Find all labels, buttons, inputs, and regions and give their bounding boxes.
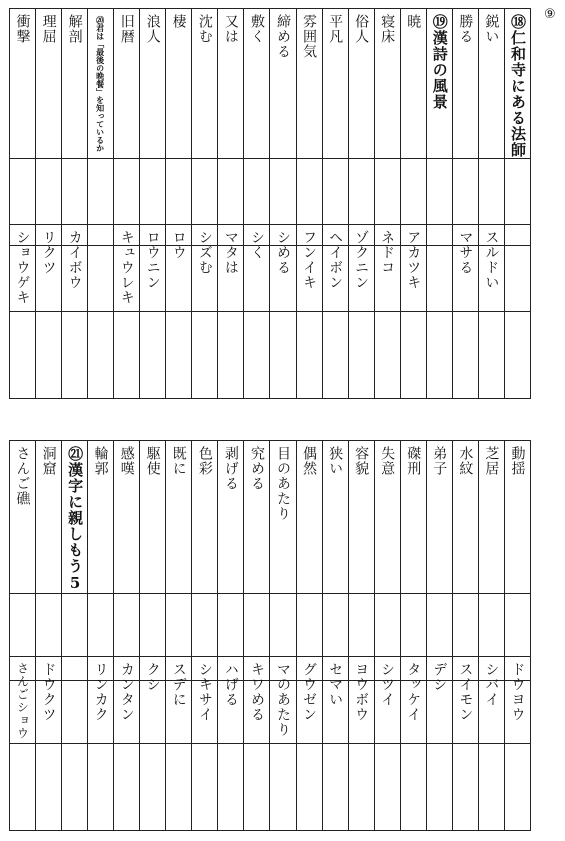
section-heading: ⑳君は「最後の晩餐」を知っているか: [95, 16, 106, 152]
prompt-text: フンイキ: [301, 230, 318, 290]
prompt-text: 目のあたり: [274, 446, 291, 521]
answer-row: [10, 312, 531, 399]
answer-cell[interactable]: [296, 744, 322, 831]
prompt-cell: [452, 9, 478, 159]
answer-cell[interactable]: [218, 312, 244, 399]
prompt-text: 失意: [379, 446, 396, 476]
prompt-text: 駆使: [144, 446, 161, 476]
worksheet-grid-3: [9, 440, 531, 681]
prompt-cell: [218, 657, 244, 744]
prompt-cell: [244, 657, 270, 744]
prompt-text: 芝居: [483, 446, 500, 476]
prompt-cell: [374, 441, 400, 594]
prompt-cell: [88, 657, 114, 744]
prompt-text: カンタン: [118, 662, 135, 722]
prompt-text: 水紋: [457, 446, 474, 476]
prompt-cell: [478, 657, 504, 744]
prompt-cell: [400, 657, 426, 744]
answer-cell[interactable]: [400, 312, 426, 399]
prompt-text: 理屈: [40, 14, 57, 44]
prompt-cell: [10, 9, 36, 159]
prompt-text: キュウレキ: [118, 230, 135, 305]
prompt-text: 解剖: [66, 14, 83, 44]
prompt-cell: [270, 441, 296, 594]
prompt-cell: [296, 225, 322, 312]
answer-cell[interactable]: [478, 312, 504, 399]
prompt-text: グウゼン: [301, 662, 318, 722]
answer-cell[interactable]: [452, 744, 478, 831]
prompt-cell: [166, 657, 192, 744]
prompt-text: デシ: [431, 662, 448, 692]
prompt-text: マのあたり: [274, 662, 291, 737]
section-heading: ㉑漢字に親しもう5: [66, 446, 85, 593]
prompt-text: 色彩: [196, 446, 213, 476]
prompt-cell: [218, 225, 244, 312]
prompt-text: 狭い: [327, 446, 344, 476]
prompt-cell: [270, 657, 296, 744]
prompt-cell: [62, 9, 88, 159]
prompt-text: 俗人: [353, 14, 370, 44]
prompt-text: 平凡: [327, 14, 344, 44]
prompt-text: 勝る: [457, 14, 474, 44]
prompt-cell: [114, 657, 140, 744]
prompt-cell: [452, 225, 478, 312]
prompt-text: カイボウ: [66, 230, 83, 290]
prompt-row: [10, 225, 531, 312]
prompt-text: 暁: [405, 14, 422, 29]
prompt-cell: [478, 225, 504, 312]
prompt-text: タッケイ: [405, 662, 422, 722]
answer-cell[interactable]: [218, 744, 244, 831]
answer-cell[interactable]: [62, 744, 88, 831]
answer-cell[interactable]: [244, 312, 270, 399]
prompt-text: 弟子: [431, 446, 448, 476]
prompt-text: ゾクニン: [353, 230, 370, 290]
answer-cell[interactable]: [452, 312, 478, 399]
answer-cell[interactable]: [270, 312, 296, 399]
prompt-text: マサる: [457, 230, 474, 275]
answer-cell[interactable]: [140, 312, 166, 399]
prompt-cell: [400, 9, 426, 159]
prompt-text: スイモン: [457, 662, 474, 722]
answer-row: [10, 744, 531, 831]
prompt-text: 輪郭: [92, 446, 109, 476]
prompt-text: 動揺: [509, 446, 526, 476]
prompt-cell: [36, 657, 62, 744]
prompt-cell: [504, 657, 530, 744]
prompt-text: 沈む: [196, 14, 213, 44]
prompt-cell: [10, 441, 36, 594]
prompt-cell: [400, 225, 426, 312]
prompt-text: 究める: [248, 446, 265, 491]
answer-cell[interactable]: [244, 744, 270, 831]
prompt-cell: [114, 441, 140, 594]
prompt-cell: [218, 441, 244, 594]
answer-cell[interactable]: [140, 744, 166, 831]
prompt-cell: [504, 441, 530, 594]
prompt-text: 寝床: [379, 14, 396, 44]
answer-cell[interactable]: [36, 312, 62, 399]
prompt-cell: [192, 441, 218, 594]
answer-cell[interactable]: [348, 312, 374, 399]
prompt-cell: [244, 9, 270, 159]
prompt-text: 偶然: [301, 446, 318, 476]
section-heading-cell: [62, 441, 88, 594]
prompt-text: 容貌: [353, 446, 370, 476]
prompt-text: ドウクツ: [40, 662, 57, 722]
prompt-cell: [426, 657, 452, 744]
answer-cell[interactable]: [504, 312, 530, 399]
prompt-cell: [192, 225, 218, 312]
answer-cell[interactable]: [374, 744, 400, 831]
prompt-text: 浪人: [144, 14, 161, 44]
prompt-text: シキサイ: [196, 662, 213, 722]
answer-cell[interactable]: [426, 744, 452, 831]
prompt-cell: [348, 225, 374, 312]
prompt-cell: [140, 9, 166, 159]
section-heading-cell: [504, 9, 530, 159]
prompt-cell: [322, 9, 348, 159]
prompt-text: スデに: [170, 662, 187, 707]
section-heading-cell: [88, 9, 114, 159]
answer-cell[interactable]: [348, 744, 374, 831]
prompt-text: リクツ: [40, 230, 57, 275]
prompt-text: ハげる: [222, 662, 239, 707]
prompt-text: セマい: [327, 662, 344, 707]
answer-cell[interactable]: [88, 744, 114, 831]
answer-cell[interactable]: [296, 312, 322, 399]
prompt-text: 旧暦: [118, 14, 135, 44]
prompt-cell: [374, 9, 400, 159]
prompt-text: ヘイボン: [327, 230, 344, 290]
prompt-cell: [426, 441, 452, 594]
prompt-text: クシ: [144, 662, 161, 692]
prompt-text: リンカク: [92, 662, 109, 722]
prompt-cell: [426, 225, 452, 312]
prompt-cell: [114, 225, 140, 312]
answer-cell[interactable]: [114, 744, 140, 831]
answer-cell[interactable]: [192, 312, 218, 399]
prompt-text: 鋭い: [483, 14, 500, 44]
prompt-cell: [88, 225, 114, 312]
answer-cell[interactable]: [10, 312, 36, 399]
prompt-text: シバイ: [483, 662, 500, 707]
answer-cell[interactable]: [270, 744, 296, 831]
prompt-cell: [348, 441, 374, 594]
prompt-text: 棲: [170, 14, 187, 29]
prompt-cell: [270, 9, 296, 159]
answer-cell[interactable]: [322, 744, 348, 831]
answer-cell[interactable]: [88, 312, 114, 399]
prompt-text: 洞窟: [40, 446, 57, 476]
prompt-cell: [296, 657, 322, 744]
answer-cell[interactable]: [374, 312, 400, 399]
prompt-text: 又は: [222, 14, 239, 44]
prompt-cell: [322, 657, 348, 744]
prompt-text: 剥げる: [222, 446, 239, 491]
prompt-cell: [10, 657, 36, 744]
prompt-text: さんご礁: [14, 446, 31, 506]
prompt-cell: [452, 441, 478, 594]
prompt-cell: [244, 225, 270, 312]
prompt-text: 雰囲気: [301, 14, 318, 59]
worksheet-grid-1: [9, 8, 531, 246]
prompt-text: マタは: [222, 230, 239, 275]
worksheet-grid-4: [9, 656, 531, 831]
prompt-cell: [296, 441, 322, 594]
prompt-text: アカツキ: [405, 230, 422, 290]
prompt-text: 既に: [170, 446, 187, 476]
prompt-cell: [36, 225, 62, 312]
prompt-cell: [218, 9, 244, 159]
prompt-cell: [140, 657, 166, 744]
prompt-cell: [504, 225, 530, 312]
prompt-cell: [322, 225, 348, 312]
prompt-text: シズむ: [196, 230, 213, 275]
prompt-text: ショウゲキ: [14, 230, 31, 305]
prompt-cell: [140, 225, 166, 312]
prompt-cell: [374, 657, 400, 744]
prompt-text: ロウニン: [144, 230, 161, 290]
prompt-cell: [478, 441, 504, 594]
prompt-cell: [166, 225, 192, 312]
prompt-cell: [322, 441, 348, 594]
prompt-row: [10, 441, 531, 594]
prompt-cell: [10, 225, 36, 312]
prompt-cell: [62, 657, 88, 744]
section-heading: ⑱仁和寺にある法師: [508, 14, 527, 158]
answer-cell[interactable]: [478, 744, 504, 831]
prompt-cell: [62, 225, 88, 312]
answer-cell[interactable]: [166, 744, 192, 831]
prompt-cell: [166, 441, 192, 594]
page-number: ⑨: [544, 7, 556, 22]
prompt-cell: [374, 225, 400, 312]
prompt-cell: [36, 9, 62, 159]
prompt-cell: [192, 9, 218, 159]
answer-cell[interactable]: [192, 744, 218, 831]
prompt-text: スルドい: [483, 230, 500, 290]
prompt-cell: [270, 225, 296, 312]
prompt-text: ロウ: [170, 230, 187, 260]
prompt-row: [10, 657, 531, 744]
prompt-cell: [166, 9, 192, 159]
prompt-cell: [348, 657, 374, 744]
prompt-text: ドウヨウ: [509, 662, 526, 722]
answer-cell[interactable]: [322, 312, 348, 399]
prompt-cell: [192, 657, 218, 744]
section-heading: ⑲漢詩の風景: [430, 14, 449, 110]
prompt-text: キワめる: [248, 662, 265, 722]
answer-cell[interactable]: [10, 744, 36, 831]
prompt-cell: [452, 657, 478, 744]
prompt-text: シツイ: [379, 662, 396, 707]
answer-cell[interactable]: [400, 744, 426, 831]
prompt-text: 感嘆: [118, 446, 135, 476]
prompt-text: 衝撃: [14, 14, 31, 44]
prompt-cell: [114, 9, 140, 159]
prompt-text: ヨウボウ: [353, 662, 370, 722]
prompt-cell: [36, 441, 62, 594]
answer-cell[interactable]: [426, 312, 452, 399]
prompt-cell: [244, 441, 270, 594]
prompt-cell: [348, 9, 374, 159]
prompt-cell: [88, 441, 114, 594]
prompt-cell: [296, 9, 322, 159]
prompt-text: 締める: [274, 14, 291, 59]
prompt-cell: [400, 441, 426, 594]
prompt-cell: [478, 9, 504, 159]
answer-cell[interactable]: [504, 744, 530, 831]
prompt-text: ネドコ: [379, 230, 396, 275]
prompt-text: 敷く: [248, 14, 265, 44]
answer-cell[interactable]: [36, 744, 62, 831]
prompt-text: シめる: [274, 230, 291, 275]
prompt-text: さんごショウ: [15, 662, 30, 740]
prompt-row: [10, 9, 531, 159]
answer-cell[interactable]: [114, 312, 140, 399]
answer-cell[interactable]: [166, 312, 192, 399]
answer-cell[interactable]: [62, 312, 88, 399]
prompt-text: 磔刑: [405, 446, 422, 476]
worksheet-grid-2: [9, 224, 531, 399]
prompt-text: シく: [248, 230, 265, 260]
section-heading-cell: [426, 9, 452, 159]
prompt-cell: [140, 441, 166, 594]
